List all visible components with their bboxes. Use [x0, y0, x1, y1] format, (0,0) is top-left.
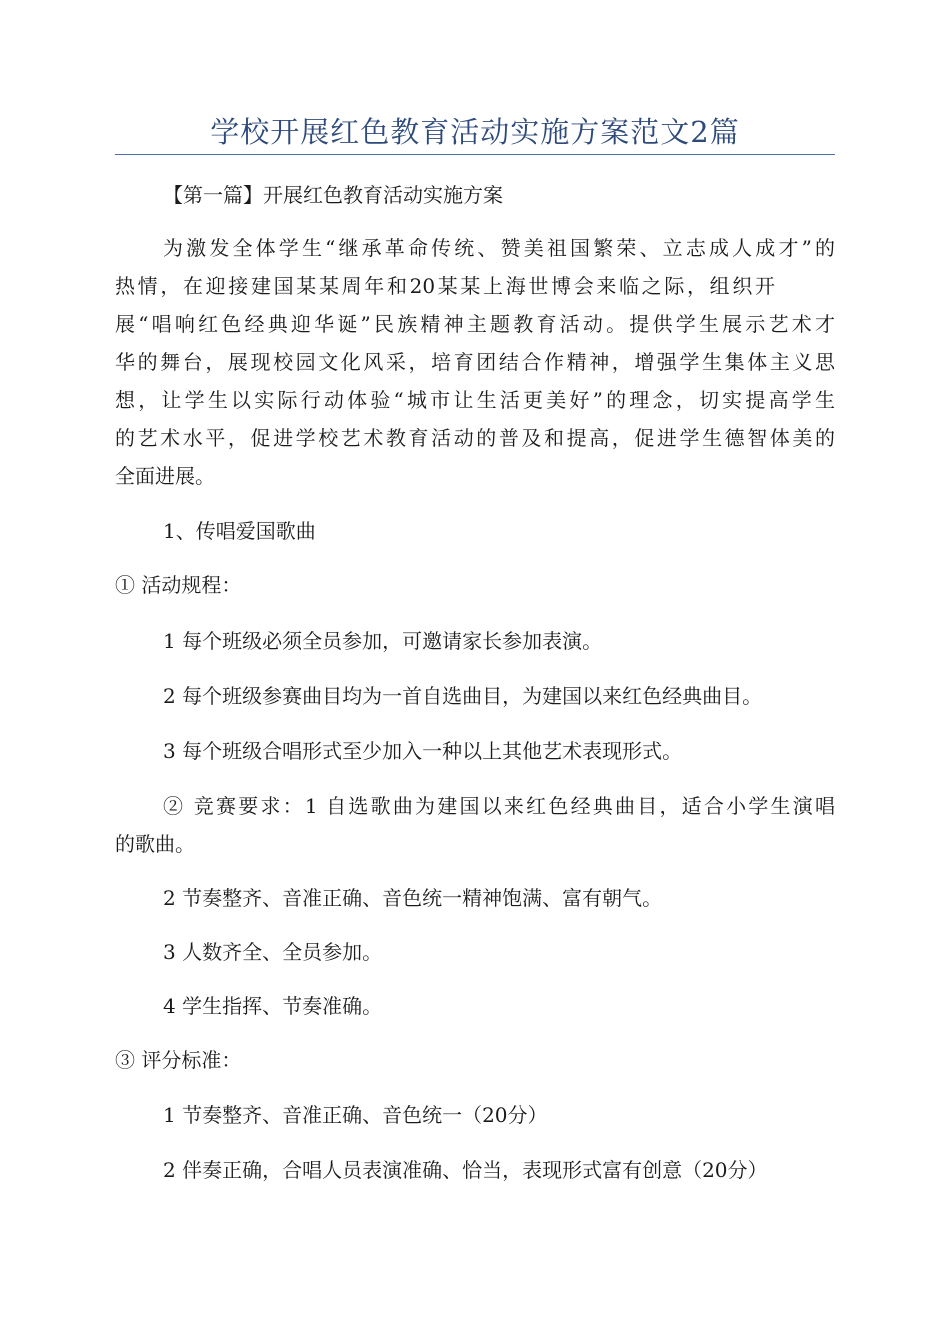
requirement-item-4: 4 学生指挥、节奏准确。 — [163, 994, 383, 1018]
rule-item-1: 1 每个班级必须全员参加，可邀请家长参加表演。 — [163, 629, 603, 653]
title-underline — [115, 154, 835, 155]
document-title: 学校开展红色教育活动实施方案范文2篇 — [210, 115, 740, 149]
intro-line-3: 展“唱响红色经典迎华诞”民族精神主题教育活动。提供学生展示艺术才 — [115, 312, 835, 336]
scoring-heading: ③ 评分标准： — [115, 1048, 242, 1072]
requirement-item-2: 2 节奏整齐、音准正确、音色统一精神饱满、富有朝气。 — [163, 886, 663, 910]
intro-line-7: 全面进展。 — [115, 464, 215, 488]
intro-line-2: 热情，在迎接建国某某周年和20某某上海世博会来临之际，组织开 — [115, 274, 775, 298]
item1-heading: 1、传唱爱国歌曲 — [163, 519, 316, 543]
requirements-line-2: 的歌曲。 — [115, 832, 195, 856]
intro-line-6: 的艺术水平，促进学校艺术教育活动的普及和提高，促进学生德智体美的 — [115, 426, 835, 450]
intro-line-1: 为激发全体学生“继承革命传统、赞美祖国繁荣、立志成人成才”的 — [163, 236, 835, 260]
scoring-item-1: 1 节奏整齐、音准正确、音色统一（20分） — [163, 1103, 548, 1127]
intro-line-5: 想，让学生以实际行动体验“城市让生活更美好”的理念，切实提高学生 — [115, 388, 835, 412]
scoring-item-2: 2 伴奏正确，合唱人员表演准确、恰当，表现形式富有创意（20分） — [163, 1158, 768, 1182]
rule-item-3: 3 每个班级合唱形式至少加入一种以上其他艺术表现形式。 — [163, 739, 683, 763]
rules-heading: ① 活动规程： — [115, 573, 242, 597]
rule-item-2: 2 每个班级参赛曲目均为一首自选曲目，为建国以来红色经典曲目。 — [163, 684, 763, 708]
requirements-line-1: ② 竞赛要求：1 自选歌曲为建国以来红色经典曲目，适合小学生演唱 — [163, 794, 835, 818]
intro-line-4: 华的舞台，展现校园文化风采，培育团结合作精神，增强学生集体主义思 — [115, 350, 835, 374]
requirement-item-3: 3 人数齐全、全员参加。 — [163, 940, 383, 964]
section-heading: 【第一篇】开展红色教育活动实施方案 — [163, 183, 503, 207]
